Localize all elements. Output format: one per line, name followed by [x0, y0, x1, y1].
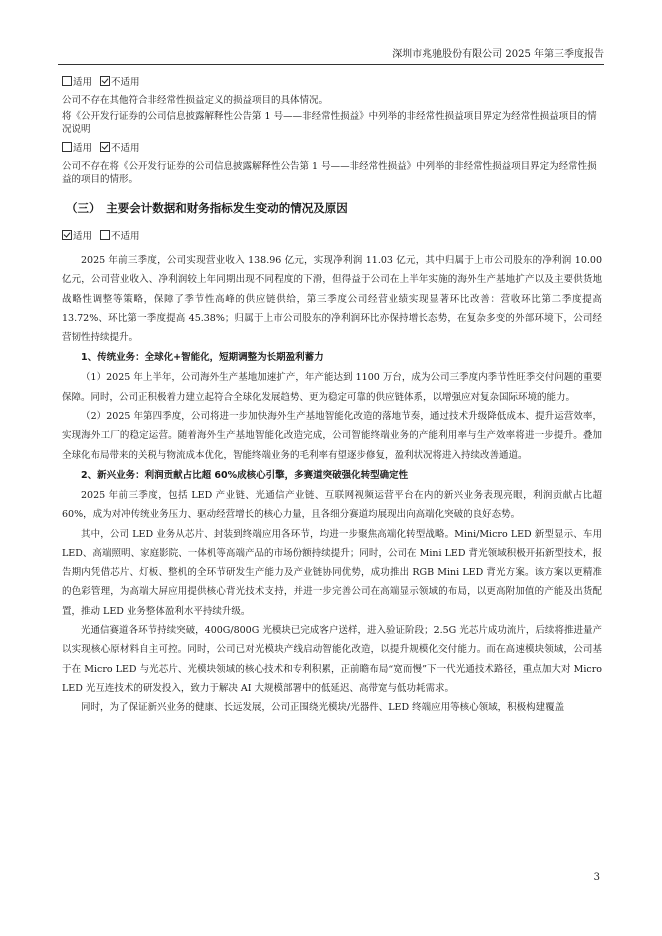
option-not-applicable[interactable]: 不适用 [100, 143, 140, 154]
body-paragraph: 2025 年前三季度，公司实现营业收入 138.96 亿元，实现净利润 11.03 亿元，其中归属于上市公司股东的净利润 10.00 亿元，公司营业收入、净利润较上年同期出现不同程度的下滑，但得益于公司在上半年实施的海外生产基地扩产以及主要供货地战略性调整等策略，保障了季节性高峰的供应链供给，第三季度公司经营业绩实现显著环比改善：营收环比第二季度提高 13.72%、环比第一季度提高 45.38%；归属于上市公司股东的净利润环比亦保持增长态势，在复杂多变的外部环境下，公司经营韧性持续提升。 [62, 255, 602, 344]
subheading: 2、新兴业务：利润贡献占比超 60%成核心引擎，多赛道突破强化转型确定性 [81, 469, 409, 481]
body-paragraph: 同时，为了保证新兴业务的健康、长远发展，公司正围绕光模块/光器件、LED 终端应用等核心领域，积极构建覆盖 [81, 702, 565, 714]
report-title: 深圳市兆驰股份有限公司 2025 年第三季度报告 [392, 49, 604, 60]
checkbox-unchecked-icon[interactable] [100, 230, 110, 240]
body-paragraph: 2025 年前三季度，包括 LED 产业链、光通信产业链、互联网视频运营平台在内的新兴业务表现亮眼，利润贡献占比超 60%，成为对冲传统业务压力、驱动经营增长的核心力量，且各细分赛道均展现出向高端化突破的良好态势。 [62, 489, 602, 521]
applicability-check-3 [62, 230, 602, 243]
option-applicable[interactable]: 适用 [62, 231, 92, 242]
body-paragraph: 其中，公司 LED 业务从芯片、封装到终端应用各环节，均进一步聚焦高端化转型战略。Mini/Micro LED 新型显示、车用 LED、高端照明、家庭影院、一体机等高端产品的市场份额持续提升；同时，公司在 Mini LED 背光领域积极开拓新型技术，报告期内凭借芯片、灯板、整机的全环节研发生产能力及产业链协同优势，成功推出 RGB Mini LED 背光方案。该方案以更精准的色彩管理，为高端大屏应用提供核心背光技术支持，并进一步完善公司在高端显示领域的布局，以更高附加值的产能及出货配置，推动 LED 业务整体盈利水平持续升级。 [62, 528, 602, 617]
applicability-check-2 [62, 142, 602, 155]
body-paragraph: （1）2025 年上半年，公司海外生产基地加速扩产，年产能达到 1100 万台，成为公司三季度内季节性旺季交付问题的重要保障。同时，公司正积极着力建立起符合全球化发展趋势、更为稳定可靠的供应链体系，以增强应对复杂国际环境的能力。 [62, 372, 602, 403]
statement-text: 将《公开发行证券的公司信息披露解释性公告第 1 号——非经常性损益》中列举的非经常性损益项目界定为经常性损益项目的情况说明 [62, 111, 597, 135]
option-not-applicable[interactable]: 不适用 [100, 77, 140, 88]
page-content [62, 76, 602, 718]
checkbox-checked-icon[interactable] [100, 76, 110, 86]
applicability-check-1 [62, 76, 602, 89]
page-header [58, 48, 604, 65]
statement-text: 公司不存在将《公开发行证券的公司信息披露解释性公告第 1 号——非经常性损益》中列举的非经常性损益项目界定为经常性损益的项目的情形。 [62, 161, 597, 185]
option-applicable[interactable]: 适用 [62, 77, 92, 88]
subheading: 1、传统业务：全球化+智能化，短期调整为长期盈利蓄力 [81, 352, 324, 364]
checkbox-checked-icon[interactable] [62, 230, 72, 240]
checkbox-unchecked-icon[interactable] [62, 76, 72, 86]
option-not-applicable[interactable]: 不适用 [100, 231, 140, 242]
option-applicable[interactable]: 适用 [62, 143, 92, 154]
section-heading: （三） 主要会计数据和财务指标发生变动的情况及原因 [66, 201, 348, 215]
statement-text: 公司不存在其他符合非经常性损益定义的损益项目的具体情况。 [62, 95, 329, 106]
checkbox-checked-icon[interactable] [100, 142, 110, 152]
body-paragraph: （2）2025 年第四季度，公司将进一步加快海外生产基地智能化改造的落地节奏，通过技术升级降低成本、提升运营效率，实现海外工厂的稳定运营。随着海外生产基地智能化改造完成，公司智能终端业务的产能利用率与生产效率将进一步提升。叠加全球化布局带来的关税与物流成本优化，智能终端业务的毛利率有望逐步修复，盈利状况将进入持续改善通道。 [62, 411, 602, 461]
page-number: 3 [593, 872, 600, 883]
checkbox-unchecked-icon[interactable] [62, 142, 72, 152]
body-paragraph: 光通信赛道各环节持续突破，400G/800G 光模块已完成客户送样，进入验证阶段；2.5G 光芯片成功流片，后续将推进量产以实现核心原材料自主可控。同时，公司已对光模块产线启动智能化改造，以提升规模化交付能力。而在高速模块领域，公司基于在 Micro LED 与光芯片、光模块领域的核心技术和专利积累，正前瞻布局“宽而慢”下一代光通技术路径，重点加大对 Micro LED 光互连技术的研发投入，致力于解决 AI 大规模部署中的低延迟、高带宽与低功耗需求。 [62, 625, 602, 694]
